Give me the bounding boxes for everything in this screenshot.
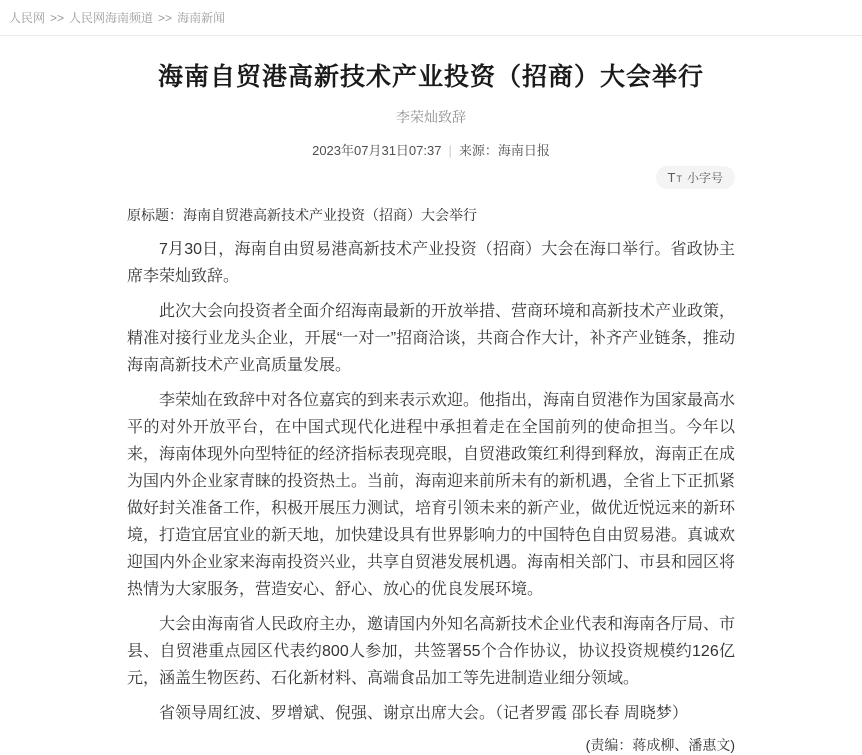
breadcrumb bbox=[0, 0, 862, 27]
article-paragraph: 大会由海南省人民政府主办，邀请国内外知名高新技术企业代表和海南各厅局、市县、自贸港重点园区代表约800人参加，共签署55个合作协议，协议投资规模约126亿元，涵盖生物医药、石化新材料、高端食品加工等先进制造业细分领域。 bbox=[127, 616, 736, 687]
breadcrumb-link[interactable]: 人民网 bbox=[9, 11, 46, 25]
font-size-button[interactable] bbox=[656, 166, 735, 189]
breadcrumb-separator: >> bbox=[158, 11, 173, 25]
article-paragraph: 此次大会向投资者全面介绍海南最新的开放举措、营商环境和高新技术产业政策，精准对接行业龙头企业，开展“一对一”招商洽谈，共商合作大计，补齐产业链条，推动海南高新技术产业高质量发展。 bbox=[127, 303, 736, 374]
original-title-label: 原标题： bbox=[127, 207, 183, 223]
breadcrumb-link[interactable]: 海南新闻 bbox=[177, 11, 226, 25]
publish-date: 2023年07月31日07:37 bbox=[312, 143, 442, 158]
source-label: 来源： bbox=[458, 143, 498, 158]
original-title-line bbox=[127, 205, 735, 225]
breadcrumb-link[interactable]: 人民网海南频道 bbox=[69, 11, 154, 25]
font-size-icon: T bbox=[667, 170, 676, 185]
article-toolbar bbox=[127, 166, 735, 189]
paragraph-list bbox=[127, 236, 735, 727]
original-title-text: 海南自贸港高新技术产业投资（招商）大会举行 bbox=[183, 207, 477, 223]
page-title: 海南自贸港高新技术产业投资（招商）大会举行 bbox=[157, 63, 704, 91]
dateline-pipe: | bbox=[448, 143, 452, 158]
font-size-label: 小字号 bbox=[686, 171, 723, 185]
font-size-icon-small: T bbox=[676, 173, 682, 184]
article-body bbox=[127, 205, 735, 755]
breadcrumb-divider bbox=[0, 35, 862, 36]
breadcrumb-separator: >> bbox=[50, 11, 65, 25]
article-header bbox=[0, 61, 862, 159]
source-name: 海南日报 bbox=[497, 143, 550, 158]
article-paragraph: 省领导周红波、罗增斌、倪强、谢京出席大会。（记者罗霞 邵长春 周晓梦） bbox=[159, 705, 688, 722]
article-paragraph: 李荣灿在致辞中对各位嘉宾的到来表示欢迎。他指出，海南自贸港作为国家最高水平的对外开放平台，在中国式现代化进程中承担着走在全国前列的使命担当。今年以来，海南体现外向型特征的经济指标表现亮眼，自贸港政策红利得到释放，海南正在成为国内外企业家青睐的投资热土。当前，海南迎来前所未有的新机遇，全省上下正抓紧做好封关准备工作，积极开展压力测试，培育引领未来的新产业，做优近悦远来的新环境，打造宜居宜业的新天地，加快建设具有世界影响力的中国特色自由贸易港。真诚欢迎国内外企业家来海南投资兴业，共享自贸港发展机遇。海南相关部门、市县和园区将热情为大家服务，营造安心、舒心、放心的优良发展环境。 bbox=[127, 392, 736, 598]
editor-credit: (责编：蒋成柳、潘惠文) bbox=[585, 737, 735, 753]
article-paragraph: 7月30日，海南自由贸易港高新技术产业投资（招商）大会在海口举行。省政协主席李荣灿致辞。 bbox=[127, 241, 735, 285]
article-subtitle: 李荣灿致辞 bbox=[396, 109, 466, 125]
article-dateline bbox=[0, 140, 862, 159]
